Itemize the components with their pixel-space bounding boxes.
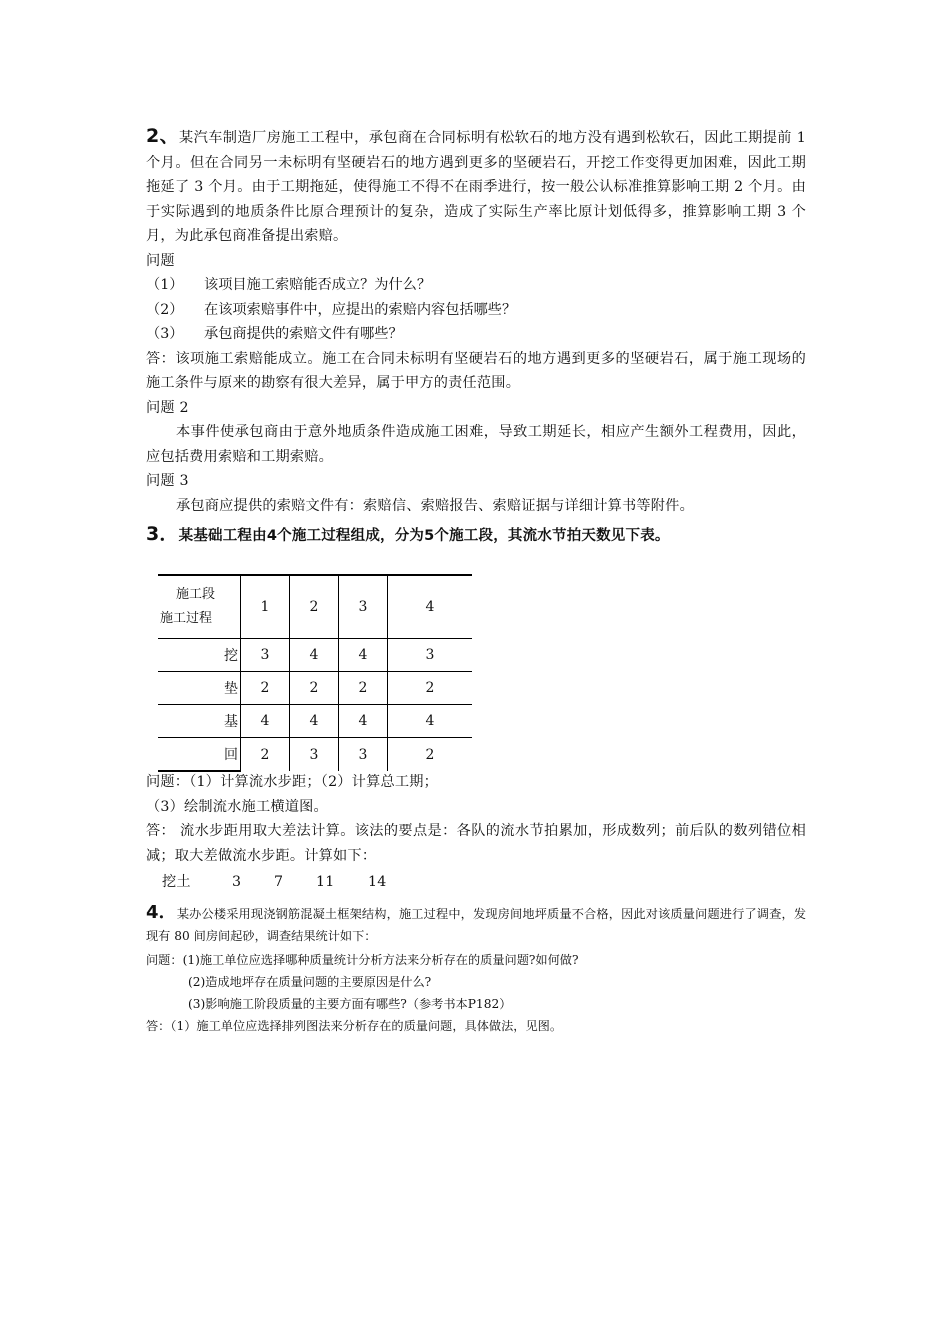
table-column-header: 4 [388,575,473,639]
section-3-question-2: （3）绘制流水施工横道图。 [146,798,328,815]
section-4-number: 4． [146,902,177,923]
flow-beat-table [158,574,472,772]
table-row-label: 回 [158,738,241,772]
calc-label: 挖土 [162,874,191,890]
calc-value: 11 [316,874,335,890]
section-4-text: 某办公楼采用现浇钢筋混凝土框架结构，施工过程中，发现房间地坪质量不合格，因此对该质量问题进行了调查，发现有 80 间房间起砂，调查结果统计如下： [146,907,807,943]
section-3-heading [146,522,806,549]
question-item: （2） 在该项索赔事件中，应提出的索赔内容包括哪些？ [146,301,517,318]
calc-value: 7 [274,874,284,890]
table-column-header: 2 [290,575,339,639]
table-cell: 2 [388,738,473,772]
table-cell: 4 [339,705,388,738]
table-cell: 2 [388,672,473,705]
table-cell: 2 [241,738,290,772]
table-row [158,639,472,672]
section-4-paragraph [146,902,806,947]
table-cell: 3 [290,738,339,772]
table-cell: 2 [290,672,339,705]
section-4-question-2: (2)造成地坪存在质量问题的主要原因是什么? [188,975,432,989]
table-cell: 2 [241,672,290,705]
section-4-answer: 答：（1）施工单位应选择排列图法来分析存在的质量问题，具体做法，见图。 [146,1019,563,1033]
section-4-question-1: 问题：(1)施工单位应选择哪种质量统计分析方法来分析存在的质量问题?如何做? [146,953,579,967]
section-3-number: 3． [146,523,179,545]
calc-value: 14 [368,874,387,890]
table-cell: 3 [241,639,290,672]
question-item: （3） 承包商提供的索赔文件有哪些？ [146,326,403,342]
table-row-label: 垫 [158,672,241,705]
section-2-number: 2、 [146,125,180,147]
question-item: （1） 该项目施工索赔能否成立？为什么？ [146,277,432,293]
answer-1: 答：该项施工索赔能成立。施工在合同未标明有坚硬岩石的地方遇到更多的坚硬岩石，属于施工现场的施工条件与原来的勘察有很大差异，属于甲方的责任范围。 [146,350,806,391]
answer-3: 承包商应提供的索赔文件有：索赔信、索赔报告、索赔证据与详细计算书等附件。 [176,497,694,514]
table-corner-cell: 施工段 施工过程 [158,575,241,639]
table-cell: 4 [339,639,388,672]
table-cell: 4 [388,705,473,738]
table-cell: 3 [339,738,388,772]
section-4-question-3: (3)影响施工阶段质量的主要方面有哪些?（参考书本P182） [188,997,512,1011]
questions-label: 问题 [146,252,175,269]
question-2-label: 问题 2 [146,399,189,416]
table-row [158,672,472,705]
section-3-body [146,770,806,895]
table-cell: 4 [290,705,339,738]
table-row [158,705,472,738]
table-column-header: 1 [241,575,290,639]
section-3-question-1: 问题：（1）计算流水步距；（2）计算总工期； [146,774,439,790]
calc-row [146,870,806,895]
section-2-paragraph [146,124,806,249]
table-row-label: 基 [158,705,241,738]
section-2 [146,124,806,518]
table-row [158,738,472,772]
calc-value: 3 [232,874,242,890]
section-4 [146,902,806,1037]
table-cell: 2 [339,672,388,705]
table-cell: 4 [290,639,339,672]
table-column-header: 3 [339,575,388,639]
section-3-title: 某基础工程由4个施工过程组成，分为5个施工段，其流水节拍天数见下表。 [178,528,670,544]
table-cell: 4 [241,705,290,738]
table-cell: 3 [388,639,473,672]
answer-2: 本事件使承包商由于意外地质条件造成施工困难，导致工期延长，相应产生额外工程费用，因此，应包括费用索赔和工期索赔。 [146,424,806,465]
table-row-label: 挖 [158,639,241,672]
section-3-answer: 答： 流水步距用取大差法计算。该法的要点是：各队的流水节拍累加，形成数列；前后队的数列错位相减；取大差做流水步距。计算如下： [146,823,806,864]
section-2-text: 某汽车制造厂房施工工程中，承包商在合同标明有松软石的地方没有遇到松软石，因此工期提前 1 个月。但在合同另一未标明有坚硬岩石的地方遇到更多的坚硬岩石，开挖工作变得更加困难，因此工期拖延了 3 个月。由于工期拖延，使得施工不得不在雨季进行，按一般公认标准推算影响工期 2 个月。由于实际遇到的地质条件比原合理预计的复杂，造成了实际生产率比原计划低得多，推算影响工期 3 个月，为此承包商准备提出索赔。 [146,130,806,244]
question-3-label: 问题 3 [146,473,189,489]
table-header-row [158,575,472,639]
